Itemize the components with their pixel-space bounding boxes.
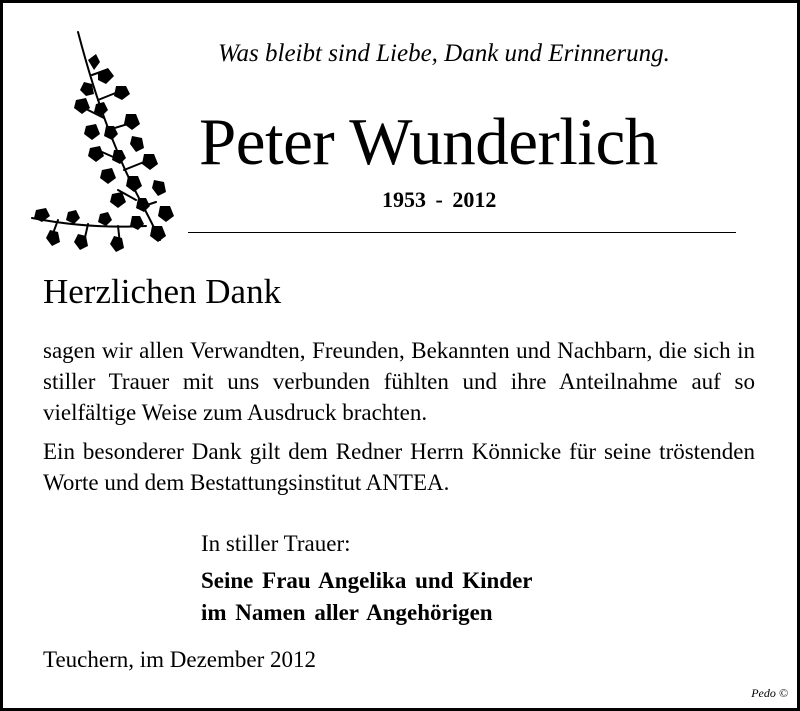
thanks-paragraph: sagen wir allen Verwandten, Freunden, Bekannten und Nachbarn, die sich in stiller Trauer mit uns verbunden fühlten und ihre Anteilnahme auf so vielfältige Weise zum Ausdruck brachten. [43, 338, 755, 425]
thanks-heading: Herzlichen Dank [43, 272, 282, 311]
divider [188, 232, 736, 233]
deceased-name: Peter Wunderlich [199, 105, 658, 179]
closing-line: In stiller Trauer: [201, 531, 351, 556]
motto: Was bleibt sind Liebe, Dank und Erinnerung. [218, 40, 670, 67]
special-thanks-paragraph: Ein besonderer Dank gilt dem Redner Herrn Könnicke für seine tröstenden Worte und dem Bestattungsinstitut ANTEA. [43, 439, 755, 495]
ivy-branch-icon [28, 30, 178, 255]
life-years: 1953 - 2012 [382, 187, 497, 212]
signer-line: im Namen aller Angehörigen [201, 600, 493, 625]
signer-line: Seine Frau Angelika und Kinder [201, 568, 533, 593]
place-date: Teuchern, im Dezember 2012 [43, 647, 317, 672]
designer-credit: Pedo © [751, 686, 788, 700]
